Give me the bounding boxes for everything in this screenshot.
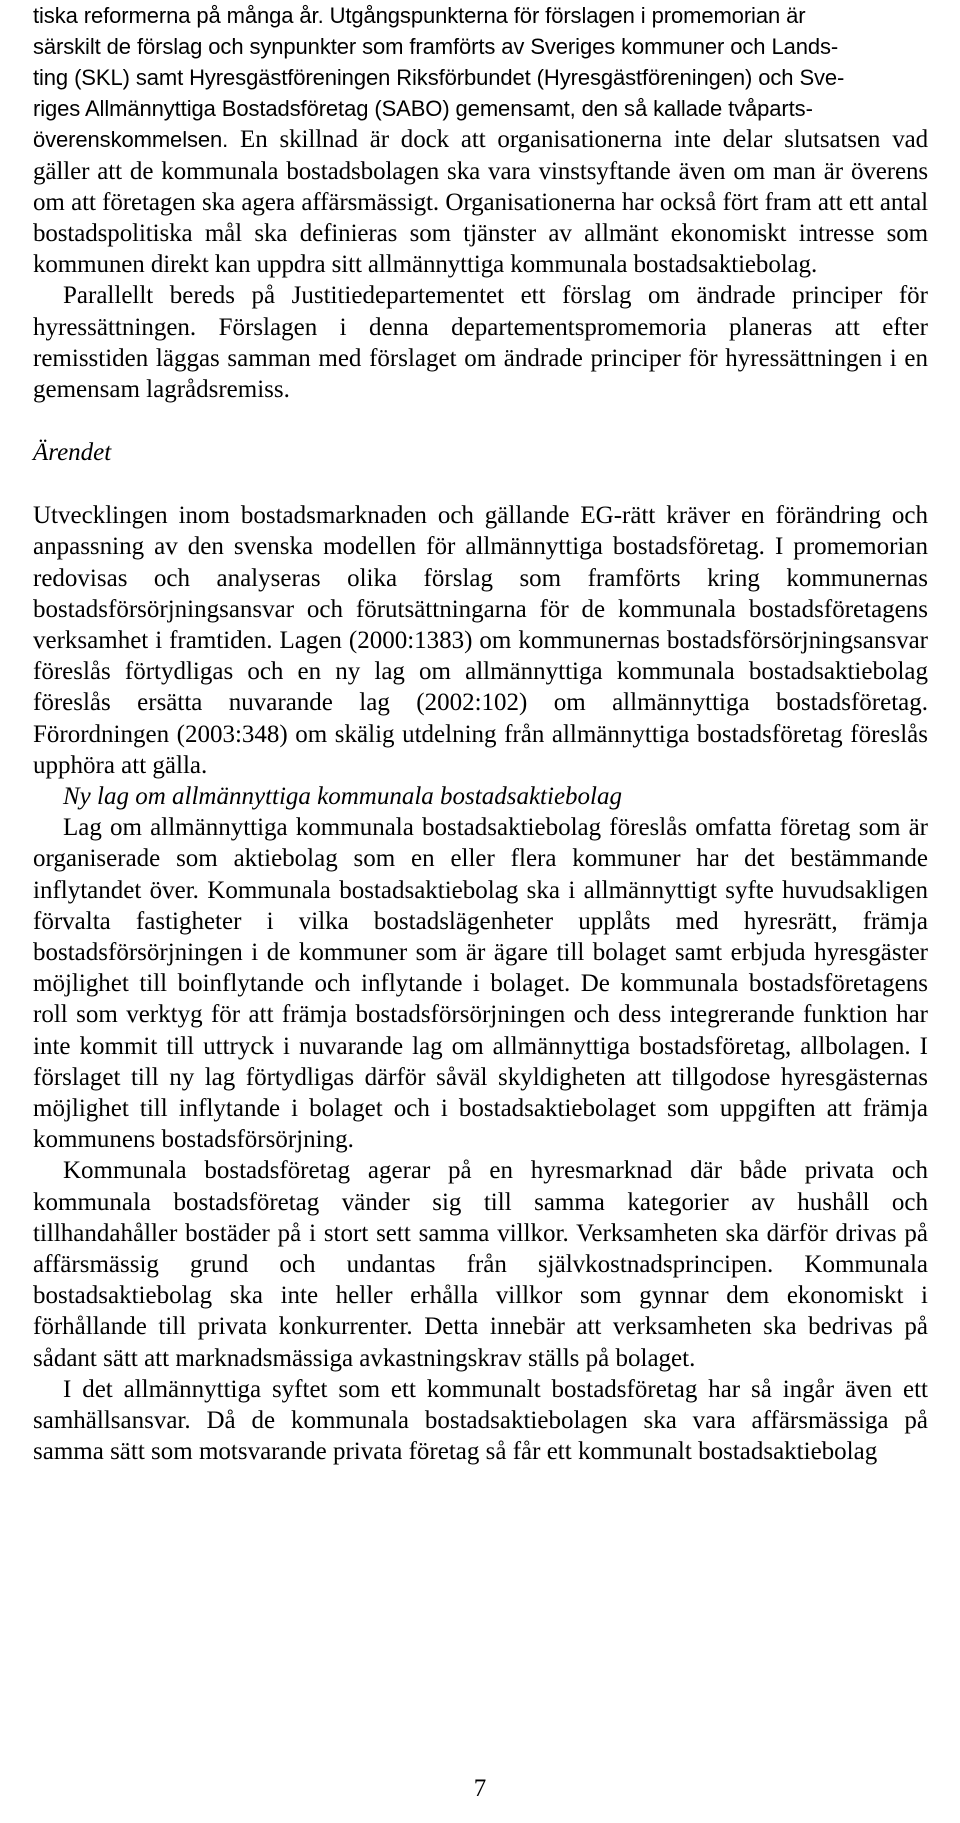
paragraph-parallellt: Parallellt bereds på Justitiedepartementet ett förslag om ändrade principer för hyressättningen. Förslagen i denna departementspromemoria planeras att efter remisstiden läggas samman med förslaget om ändrade principer för hyressättningen i en gemensam lagrådsremiss. — [33, 282, 928, 403]
document-page — [33, 0, 928, 1468]
page-number: 7 — [473, 1775, 487, 1802]
intro-paragraph — [33, 0, 928, 280]
intro-line: överenskommelsen. — [33, 127, 229, 153]
paragraph-kommunala: Kommunala bostadsföretag agerar på en hyresmarknad där både privata och kommunala bostadsföretag vänder sig till samma kategorier av hushåll och tillhandahåller bostäder på i stort sett samma villkor. Verksamheten ska därför drivas på affärsmässig grund och undantas från självkostnadsprincipen. Kommunala bostadsaktiebolag ska inte heller erhålla villkor som gynnar dem ekonomiskt i förhållande till privata konkurrenter. Detta innebär att verksamheten ska bedrivas på sådant sätt att marknadsmässiga avkastningskrav ställs på bolaget. — [33, 1157, 928, 1372]
intro-serif-tail: En skillnad är dock att organisationerna inte delar slutsatsen vad gäller att de kommunala bostadsbolagen ska vara vinstsyftande även om man är överens om att företagen ska agera affärsmässigt. Organisationerna har också fört fram att ett antal bostadspolitiska mål ska definieras som tjänster av allmänt ekonomiskt intresse som kommunen direkt kan uppdra sitt allmännyttiga kommunala bostadsaktiebolag. — [33, 126, 928, 279]
paragraph-utvecklingen: Utvecklingen inom bostadsmarknaden och gällande EG-rätt kräver en förändring och anpassning av den svenska modellen för allmännyttiga bostadsföretag. I promemorian redovisas och analyseras olika förslag som framförts kring kommunernas bostadsförsörjningsansvar och förutsättningarna för de kommunala bostadsföretagens verksamhet i framtiden. Lagen (2000:1383) om kommunernas bostadsförsörjningsansvar föreslås förtydligas och en ny lag om allmännyttiga kommunala bostadsaktiebolag föreslås ersätta nuvarande lag (2002:102) om allmännyttiga bostadsföretag. Förordningen (2003:348) om skälig utdelning från allmännyttiga bostadsföretag föreslås upphöra att gälla. — [33, 502, 928, 779]
intro-line: tiska reformerna på många år. Utgångspunkterna för förslagen i promemorian är — [33, 3, 806, 28]
subheading-ny-lag: Ny lag om allmännyttiga kommunala bostadsaktiebolag — [63, 783, 622, 811]
paragraph-lag-om: Lag om allmännyttiga kommunala bostadsaktiebolag föreslås omfatta företag som är organiserade som aktiebolag som en eller flera kommuner har det bestämmande inflytandet över. Kommunala bostadsaktiebolag ska i allmännyttigt syfte huvudsakligen förvalta fastigheter i vilka bostadslägenheter upplåts med hyresrätt, främja bostadsförsörjningen i de kommuner som är ägare till bolaget samt erbjuda hyresgäster möjlighet till boinflytande och inflytande i bolaget. De kommunala bostadsföretagens roll som verktyg för att främja bostadsförsörjningen och dess integrerande funktion har inte kommit till uttryck i nuvarande lag om allmännyttiga bostadsföretag, allbolagen. I förslaget till ny lag förtydligas därför såväl skyldigheten att tillgodose hyresgästernas möjlighet till inflytande i bolaget och i bostadsaktiebolaget som uppgiften att främja kommunens bostadsförsörjning. — [33, 814, 928, 1154]
paragraph-i-det: I det allmännyttiga syftet som ett kommunalt bostadsföretag har så ingår även ett samhällsansvar. Då de kommunala bostadsaktiebolagen ska vara affärsmässiga på samma sätt som motsvarande privata företag så får ett kommunalt bostadsaktiebolag — [33, 1375, 928, 1466]
section-heading-arendet: Ärendet — [33, 439, 112, 467]
intro-line: särskilt de förslag och synpunkter som framförts av Sveriges kommuner och Lands- — [33, 34, 839, 60]
intro-line: ting (SKL) samt Hyresgästföreningen Riksförbundet (Hyresgästföreningen) och Sve- — [33, 65, 845, 91]
intro-line: riges Allmännyttiga Bostadsföretag (SABO) gemensamt, den så kallade tvåparts- — [33, 96, 813, 122]
